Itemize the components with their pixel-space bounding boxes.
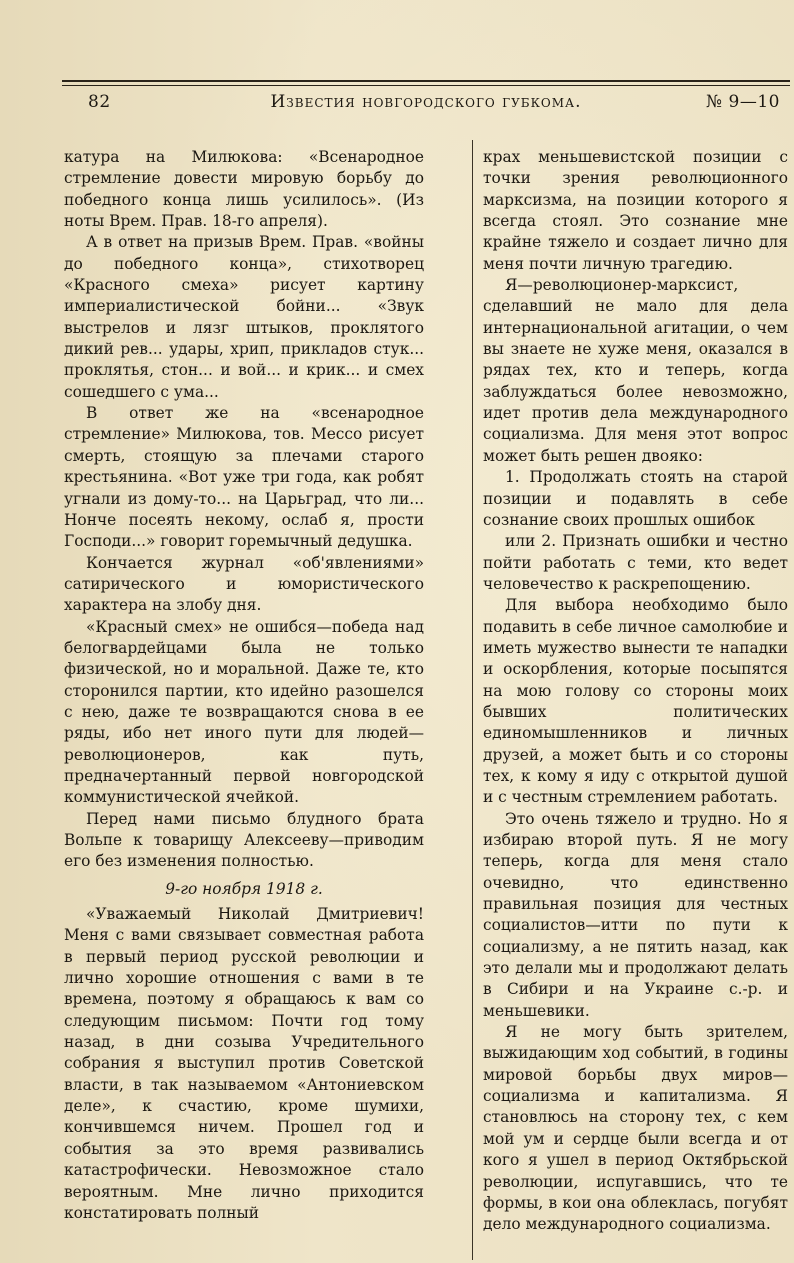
list-item: 1. Продолжать стоять на старой позиции и подавлять в себе сознание своих прошлых ошибок [483, 468, 788, 529]
paragraph: Это очень тяжело и трудно. Но я избираю второй путь. Я не могу теперь, когда для меня стало очевидно, что единственно правильная позиция для честных социалистов—итти по пути к социализму, а не пятить назад, как это делали мы и продолжают делать в Сибири и на Украине с.-р. и меньшевики. [483, 809, 788, 1020]
column-divider [472, 140, 473, 1260]
letter-paragraph: «Уважаемый Николай Дмитриевич! Меня с вами связывает совместная работа в первый период русской революции и лично хорошие отношения с вами в те времена, поэтому я обращаюсь к вам со следующим письмом: Почти год тому назад, в дни созыва Учредительного собрания я выступил против Советской власти, в так называемом «Антониевском деле», к счастию, кроме шумихи, кончившемся ничем. Прошел год и события за это время развивались катастрофически. Невозможное стало вероятным. Мне лично приходится констатировать полный [64, 905, 424, 1222]
paragraph: крах меньшевистской позиции с точки зрения революционного марксизма, на позиции которого я всегда стоял. Это сознание мне крайне тяжело и создает лично для меня почти личную трагедию. [483, 148, 788, 273]
paragraph: Кончается журнал «об'явлениями» сатирического и юмористического характера на злобу дня. [64, 553, 424, 615]
letter-date: 9-го ноября 1918 г. [165, 879, 323, 898]
header-rule [62, 80, 790, 82]
page-number: 82 [88, 92, 111, 112]
left-column [64, 147, 424, 1224]
paragraph: Я—революционер-марксист, сделавший не мало для дела интернациональной агитации, о чем вы знаете не хуже меня, оказался в рядах тех, кто и теперь, когда заблуждаться более невозможно, идет против дела международного социализма. Для меня этот вопрос может быть решен двояко: [483, 276, 788, 465]
paragraph: В ответ же на «всенародное стремление» Милюкова, тов. Мессо рисует смерть, стоящую за плечами старого крестьянина. «Вот уже три года, как робят угнали из дому-то... на Царьград, что ли... Нонче посеять некому, ослаб я, прости Господи...» говорит горемычный дедушка. [64, 404, 424, 551]
paragraph: «Красный смех» не ошибся—победа над белогвардейцами была не только физической, но и моральной. Даже те, кто сторонился партии, кто идейно разошелся с нею, даже те возвращаются снова в ее ряды, ибо нет иного пути для людей—революционеров, как путь, предначертанный первой новгородской коммунистической ячейкой. [64, 617, 424, 807]
right-column [483, 147, 788, 1236]
paragraph: А в ответ на призыв Врем. Прав. «войны до победного конца», стихотворец «Красного смеха» рисует картину империалистической бойни... «Звук выстрелов и лязг штыков, проклятого дикий рев... удары, хрип, прикладов стук... проклятья, стон... и вой... и крик... и смех сошедшего с ума... [64, 233, 424, 401]
paragraph: Я не могу быть зрителем, выжидающим ход событий, в годины мировой борьбы двух миров—социализма и капитализма. Я становлюсь на сторону тех, с кем мой ум и сердце были всегда и от кого я ушел в период Октябрьской революции, испугавшись, что те формы, в кои она облеклась, погубят дело международного социализма. [483, 1023, 788, 1234]
page-header [62, 90, 790, 118]
list-item: или 2. Признать ошибки и честно пойти работать с теми, кто ведет человечество к раскрепощению. [483, 532, 788, 593]
paragraph: Перед нами письмо блудного брата Вольпе к товарищу Алексееву—приводим его без изменения полностью. [64, 809, 424, 871]
paragraph: Для выбора необходимо было подавить в себе личное самолюбие и иметь мужество вынести те нападки и оскорбления, которые посыпятся на мою голову со стороны моих бывших политических единомышленников и личных друзей, а может быть и со стороны тех, к кому я иду с открытой душой и с честным стремлением работать. [483, 596, 788, 807]
paragraph: катура на Милюкова: «Всенародное стремление довести мировую борьбу до победного конца лишь усилилось». (Из ноты Врем. Прав. 18-го апреля). [64, 148, 424, 231]
journal-title: Известия новгородского губкома. [270, 92, 582, 112]
issue-number: № 9—10 [706, 92, 780, 112]
header-rule-thin [62, 85, 790, 86]
